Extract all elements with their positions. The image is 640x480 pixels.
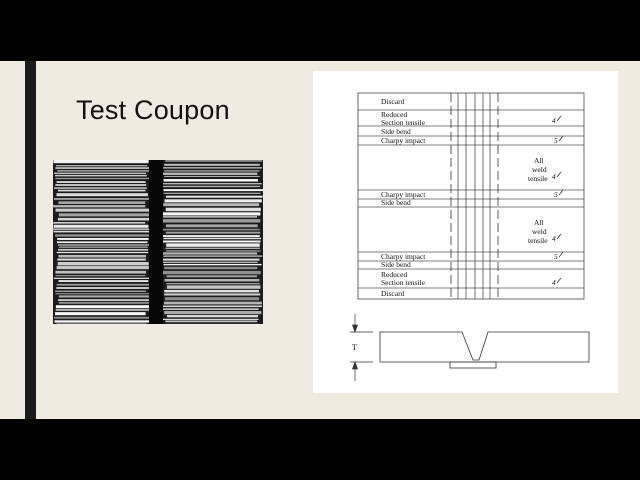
label-all-1: All (534, 156, 544, 165)
label-reduced-top: Reduced (381, 110, 408, 119)
label-charpy-impact-3: Charpy impact (381, 252, 426, 261)
label-discard-bottom: Discard (381, 289, 405, 298)
label-side-bend-1: Side bend (381, 127, 411, 136)
mark-5: 4 (552, 234, 556, 243)
mark-7: 4 (552, 278, 556, 287)
test-coupon-diagram (313, 71, 618, 393)
coupon-layout-drawing (313, 71, 618, 393)
mark-2: 5 (554, 136, 558, 145)
slide-title: Test Coupon (76, 95, 230, 125)
label-weld-1: weld (532, 165, 547, 174)
thickness-label: T (352, 343, 357, 352)
mark-3: 4 (552, 172, 556, 181)
label-discard-top: Discard (381, 97, 405, 106)
mark-6: 5 (554, 252, 558, 261)
label-weld-2: weld (532, 227, 547, 236)
slide-accent-bar (25, 61, 36, 419)
label-charpy-impact-1: Charpy impact (381, 136, 426, 145)
stacked-papers-photo (53, 160, 263, 324)
mark-4: 5 (554, 190, 558, 199)
label-side-bend-3: Side bend (381, 260, 411, 269)
label-tensile-2: tensile (528, 236, 548, 245)
mark-1: 4 (552, 116, 556, 125)
label-charpy-impact-2: Charpy impact (381, 190, 426, 199)
paper-stacks-image (53, 160, 263, 324)
plate-cross-section (380, 332, 589, 368)
label-reduced-bottom: Reduced (381, 270, 408, 279)
slide (0, 61, 640, 419)
label-tensile-1: tensile (528, 174, 548, 183)
label-all-2: All (534, 218, 544, 227)
label-side-bend-2: Side bend (381, 198, 411, 207)
label-section-tensile-bottom: Section tensile (381, 278, 425, 287)
label-section-tensile-top: Section tensile (381, 118, 425, 127)
